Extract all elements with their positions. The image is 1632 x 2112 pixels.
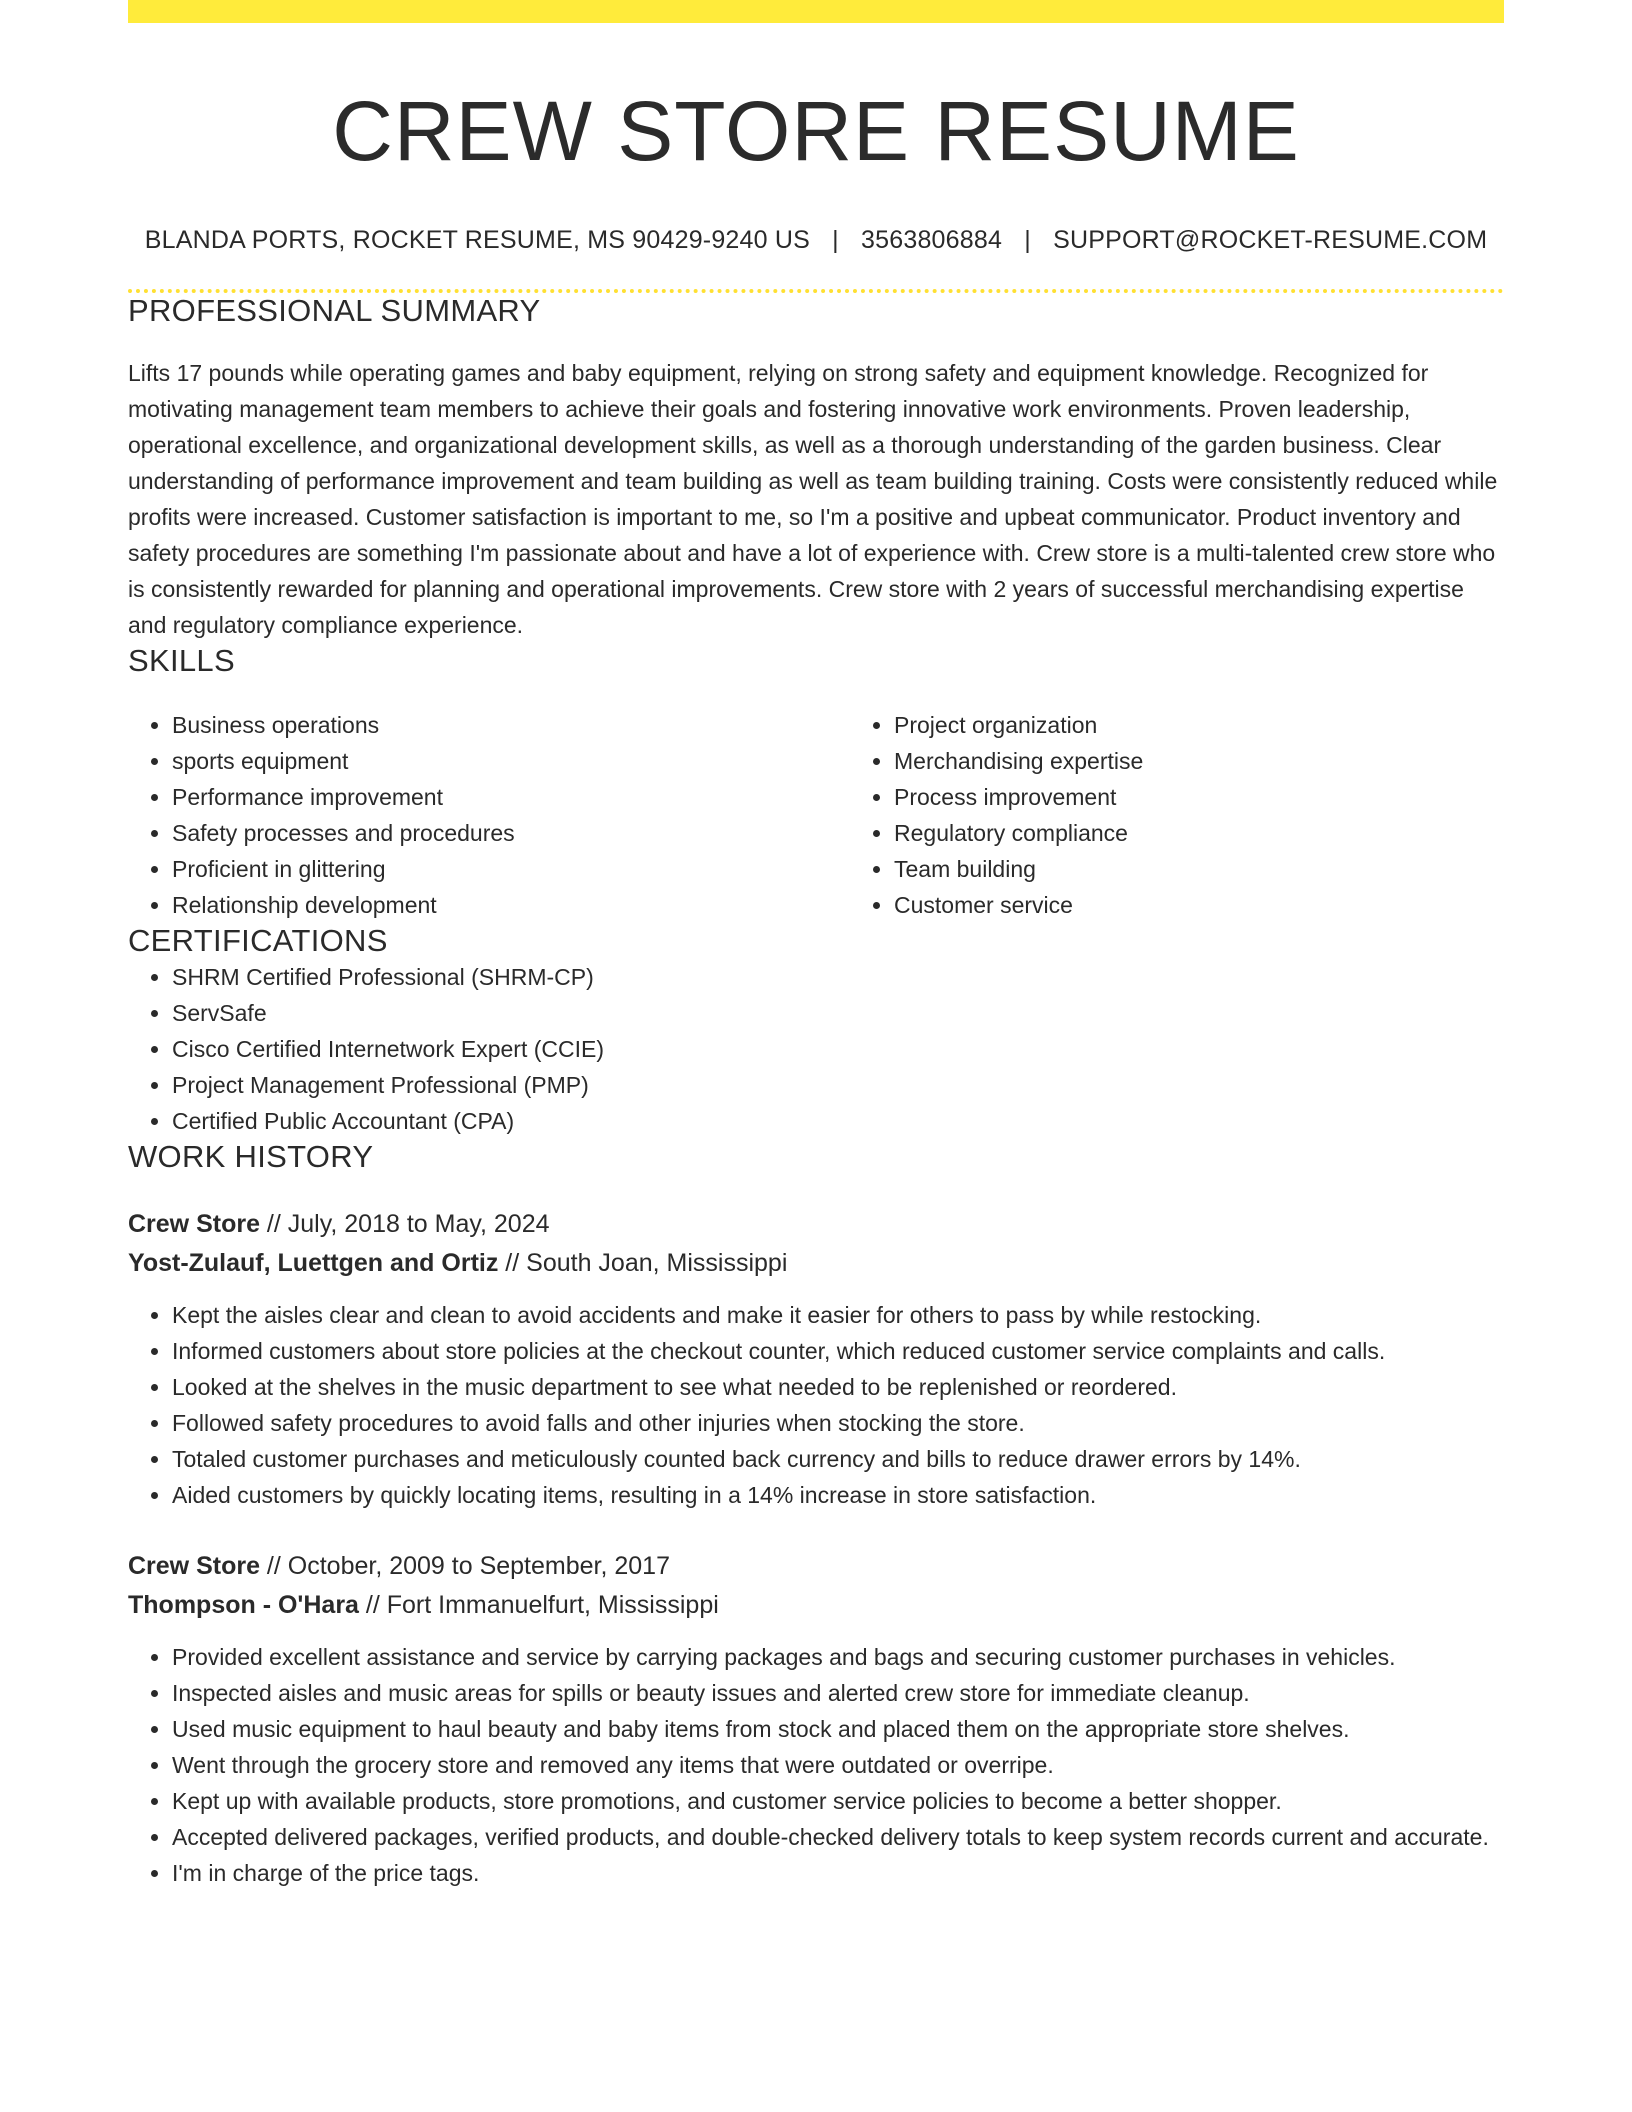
job-title: Crew Store [128, 1209, 260, 1238]
certifications-heading: CERTIFICATIONS [128, 922, 388, 958]
job-dates: // October, 2009 to September, 2017 [259, 1551, 670, 1580]
job-duties-list [128, 1297, 1504, 1513]
summary-text: Lifts 17 pounds while operating games and baby equipment, relying on strong safety and equipment knowledge. Recognized for motivating management team members to achieve their goals and fostering innovative work environments. Proven leadership, operational excellence, and organizational development skills, as well as a thorough understanding of the garden business. Clear understanding of performance improvement and team building as well as team building training. Costs were consistently reduced while profits were increased. Customer satisfaction is important to me, so I'm a positive and upbeat communicator. Product inventory and safety procedures are something I'm passionate about and have a lot of experience with. Crew store is a multi-talented crew store who is consistently rewarded for planning and operational improvements. Crew store with 2 years of successful merchandising expertise and regulatory compliance experience. [128, 359, 1498, 638]
job-title: Crew Store [128, 1551, 260, 1580]
job-duty: • Went through the grocery store and removed any items that were outdated or overripe. [172, 1747, 1504, 1783]
skill-item: • Process improvement [894, 779, 1572, 815]
skills-columns [128, 707, 1504, 923]
job-duty: • Accepted delivered packages, verified products, and double-checked delivery totals to keep system records current and accurate. [172, 1819, 1504, 1855]
resume-page [128, 0, 1504, 1891]
certification-item: • Cisco Certified Internetwork Expert (CCIE) [172, 1031, 1504, 1067]
certification-item: • Project Management Professional (PMP) [172, 1067, 1504, 1103]
job-duty: • I'm in charge of the price tags. [172, 1855, 1504, 1891]
summary-heading: PROFESSIONAL SUMMARY [128, 292, 541, 328]
job-duty: • Followed safety procedures to avoid falls and other injuries when stocking the store. [172, 1405, 1504, 1441]
certifications-section [128, 923, 1504, 1139]
job-company-line [128, 1244, 1504, 1283]
job-duty: • Used music equipment to haul beauty and baby items from stock and placed them on the appropriate store shelves. [172, 1711, 1504, 1747]
job-title-line [128, 1205, 1504, 1244]
skill-item: • sports equipment [172, 743, 850, 779]
job-duty: • Inspected aisles and music areas for spills or beauty issues and alerted crew store for immediate cleanup. [172, 1675, 1504, 1711]
skills-heading: SKILLS [128, 642, 235, 678]
skill-item: • Relationship development [172, 887, 850, 923]
summary-section [128, 293, 1504, 643]
contact-email: SUPPORT@ROCKET-RESUME.COM [1053, 225, 1488, 254]
work-history-heading: WORK HISTORY [128, 1138, 374, 1174]
contact-address: BLANDA PORTS, ROCKET RESUME, MS 90429-9240 US [144, 225, 811, 254]
accent-top-bar [128, 0, 1504, 23]
skill-item: • Merchandising expertise [894, 743, 1572, 779]
skill-item: • Business operations [172, 707, 850, 743]
certifications-list [128, 959, 1504, 1139]
skill-item: • Project organization [894, 707, 1572, 743]
skill-item: • Safety processes and procedures [172, 815, 850, 851]
job-duty: • Informed customers about store policies at the checkout counter, which reduced customer service complaints and calls. [172, 1333, 1504, 1369]
work-history-section [128, 1139, 1504, 1891]
contact-separator: | [1024, 225, 1031, 254]
job-entry [128, 1205, 1504, 1513]
certification-item: • SHRM Certified Professional (SHRM-CP) [172, 959, 1504, 995]
job-duty: • Kept the aisles clear and clean to avoid accidents and make it easier for others to pass by while restocking. [172, 1297, 1504, 1333]
job-duty: • Kept up with available products, store promotions, and customer service policies to become a better shopper. [172, 1783, 1504, 1819]
job-location: // South Joan, Mississippi [498, 1248, 788, 1277]
job-company: Thompson - O'Hara [128, 1590, 359, 1619]
job-duty: • Totaled customer purchases and meticulously counted back currency and bills to reduce drawer errors by 14%. [172, 1441, 1504, 1477]
contact-line [128, 226, 1504, 255]
contact-phone: 3563806884 [861, 225, 1003, 254]
certification-item: • ServSafe [172, 995, 1504, 1031]
job-entry [128, 1547, 1504, 1891]
skills-list-right [850, 707, 1572, 923]
job-company-line [128, 1586, 1504, 1625]
skill-item: • Team building [894, 851, 1572, 887]
skill-item: • Performance improvement [172, 779, 850, 815]
resume-title: CREW STORE RESUME [332, 84, 1300, 178]
job-dates: // July, 2018 to May, 2024 [259, 1209, 550, 1238]
job-duty: • Aided customers by quickly locating items, resulting in a 14% increase in store satisfaction. [172, 1477, 1504, 1513]
job-duty: • Looked at the shelves in the music department to see what needed to be replenished or reordered. [172, 1369, 1504, 1405]
skills-list-left [128, 707, 850, 923]
job-company: Yost-Zulauf, Luettgen and Ortiz [128, 1248, 499, 1277]
job-location: // Fort Immanuelfurt, Mississippi [358, 1590, 719, 1619]
certification-item: • Certified Public Accountant (CPA) [172, 1103, 1504, 1139]
skill-item: • Proficient in glittering [172, 851, 850, 887]
job-title-line [128, 1547, 1504, 1586]
skill-item: • Customer service [894, 887, 1572, 923]
contact-separator: | [832, 225, 839, 254]
job-duties-list [128, 1639, 1504, 1891]
job-duty: • Provided excellent assistance and service by carrying packages and bags and securing customer purchases in vehicles. [172, 1639, 1504, 1675]
skill-item: • Regulatory compliance [894, 815, 1572, 851]
skills-section [128, 643, 1504, 923]
